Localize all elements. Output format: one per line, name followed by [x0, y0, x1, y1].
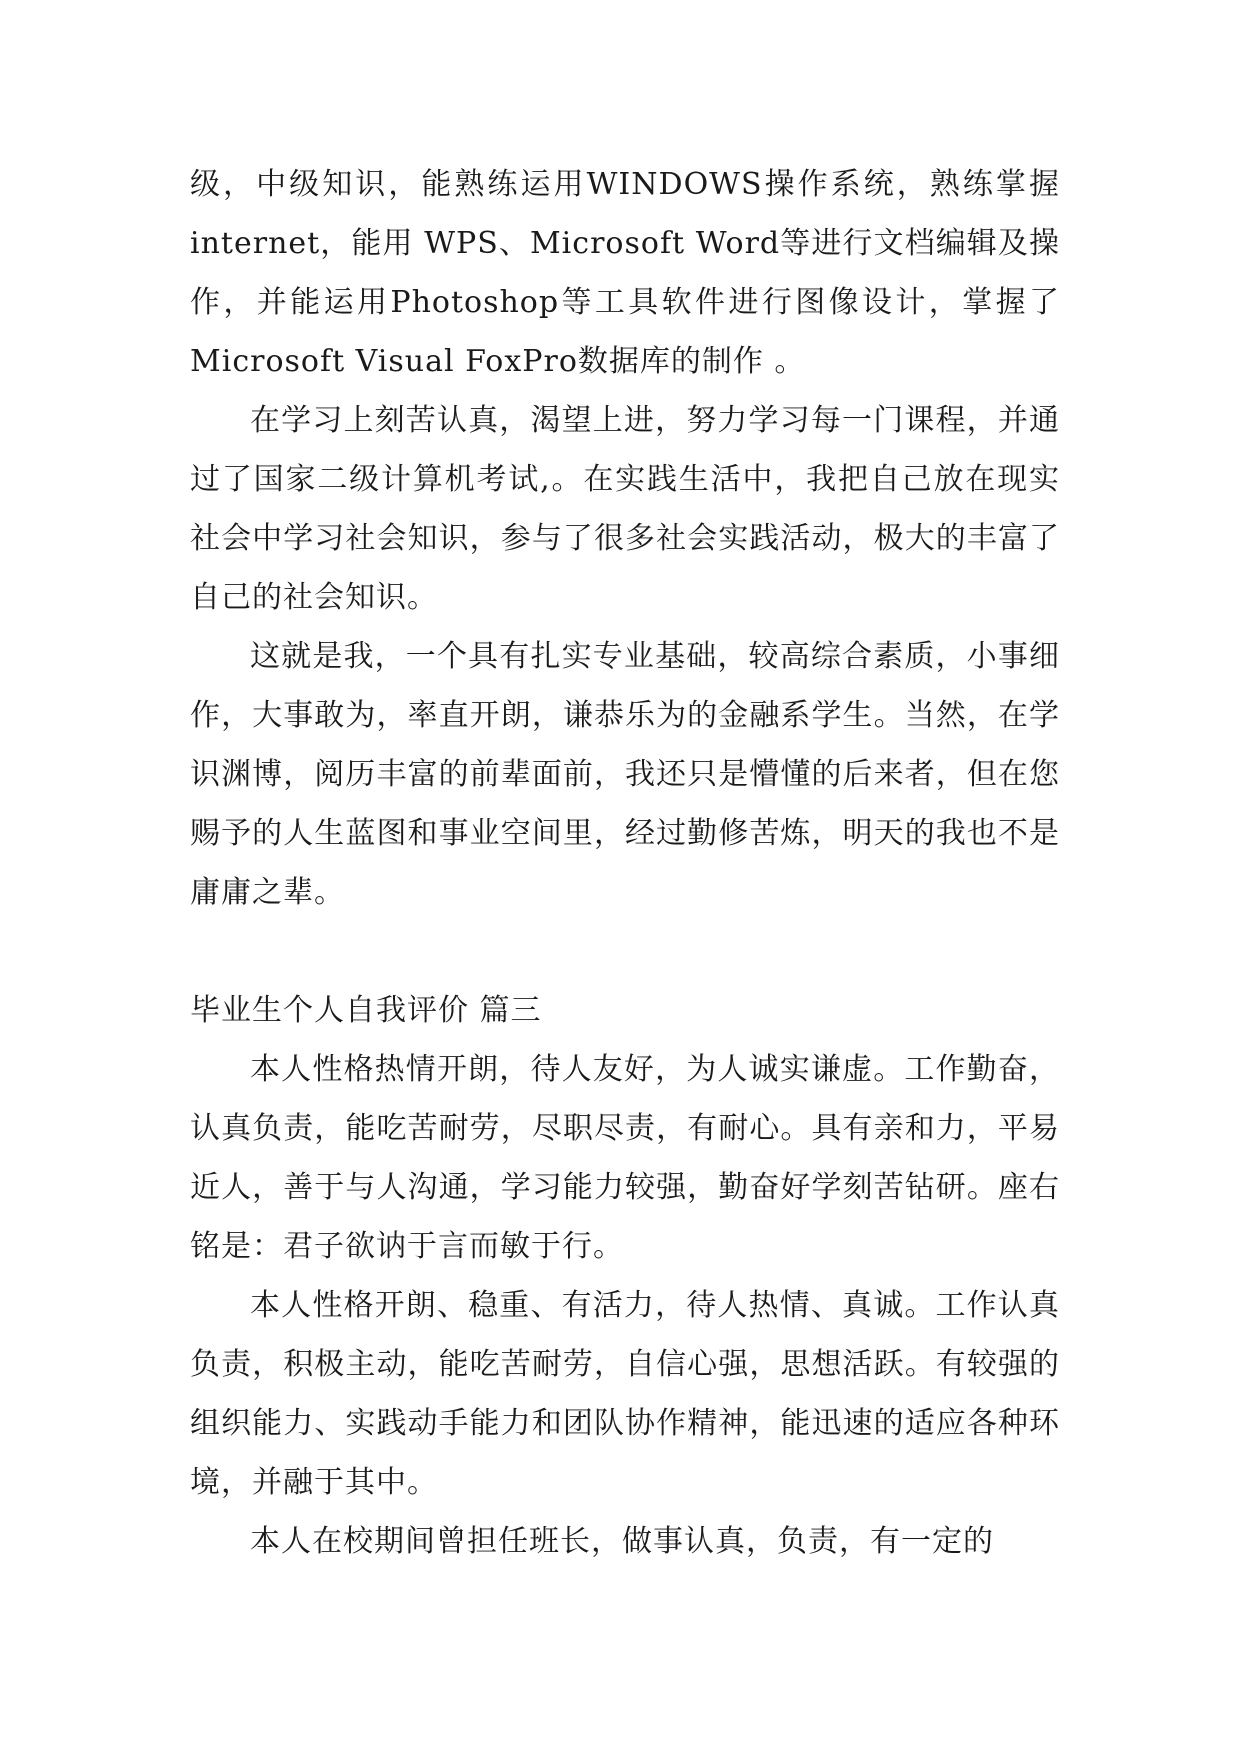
paragraph-personality: 本人性格热情开朗，待人友好，为人诚实谦虚。工作勤奋，认真负责，能吃苦耐劳，尽职尽责，有耐心。具有亲和力，平易近人，善于与人沟通，学习能力较强，勤奋好学刻苦钻研。座右铭是：君子欲讷于言而敏于行。 [190, 1052, 1060, 1264]
document-body [190, 155, 1060, 1571]
section-heading: 毕业生个人自我评价 篇三 [190, 993, 542, 1028]
paragraph-summary: 这就是我，一个具有扎实专业基础，较高综合素质，小事细作，大事敢为，率直开朗，谦恭乐为的金融系学生。当然，在学识渊博，阅历丰富的前辈面前，我还只是懵懂的后来者，但在您赐予的人生蓝图和事业空间里，经过勤修苦炼，明天的我也不是庸庸之辈。 [190, 639, 1060, 910]
blank-line [190, 922, 1060, 981]
paragraph-study: 在学习上刻苦认真，渴望上进，努力学习每一门课程，并通过了国家二级计算机考试,。在实践生活中，我把自己放在现实社会中学习社会知识，参与了很多社会实践活动，极大的丰富了自己的社会知识。 [190, 403, 1060, 615]
paragraph-monitor: 本人在校期间曾担任班长，做事认真，负责，有一定的 [250, 1524, 994, 1559]
paragraph-computer-skills: 级，中级知识，能熟练运用WINDOWS操作系统，熟练掌握internet，能用 WPS、Microsoft Word等进行文档编辑及操作，并能运用Photoshop等工具软件进行图像设计，掌握了Microsoft Visual FoxPro数据库的制作 。 [190, 167, 1060, 379]
paragraph-character: 本人性格开朗、稳重、有活力，待人热情、真诚。工作认真负责，积极主动，能吃苦耐劳，自信心强，思想活跃。有较强的组织能力、实践动手能力和团队协作精神，能迅速的适应各种环境，并融于其中。 [190, 1288, 1060, 1500]
